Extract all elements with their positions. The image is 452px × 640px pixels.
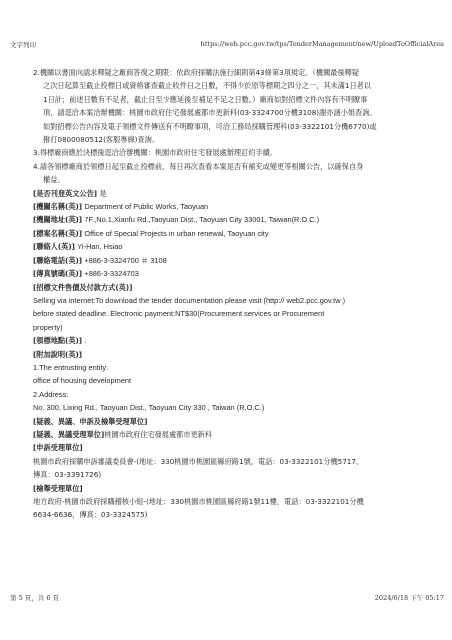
fax-row (33, 267, 425, 280)
objection-units-label: [疑義、異議、申訴及檢舉受理單位] (33, 416, 148, 426)
additional-notes-label: [附加說明(英)] (33, 349, 83, 359)
case-name-label: [標案名稱(英)] (33, 228, 83, 238)
report-unit-label: [檢舉受理單位] (33, 483, 83, 493)
tender-doc-price-line1: Selling via internet:To download the tender documentation please visit (http:// web2.pcc.gov.tw ) (33, 295, 346, 305)
print-footer (8, 593, 444, 605)
contact-value: Yi-Han, Hsiao (77, 242, 123, 252)
fax-value: +886-3-3324703 (84, 269, 139, 279)
additional-notes-line1: 1.The entrusting entity: (33, 362, 109, 372)
contact-label: [聯絡人(英)] (33, 242, 75, 252)
item2-line4: 項，請逕洽本案洽辦機關：桃園市政府住宅發展處都市更新科(03-3324700分機3108)謝亦涵小姐查詢。 (43, 108, 377, 118)
tender-doc-price-line3: property) (33, 322, 63, 332)
agency-address-label: [機關地址(英)] (33, 215, 83, 225)
print-title: 文字列印 (10, 41, 36, 49)
objection-unit-row (33, 428, 425, 441)
agency-name-value: Department of Public Works, Taoyuan (84, 202, 209, 212)
item2-line2: 之次日起算至截止投標日或資格審查截止收件日之日數，不得少於原等標期之四分之一，其未滿1日者以 (43, 81, 372, 91)
item4-line1: 4.請各領標廠商於領標日起至截止投標前，每日再次查看本案是否有補充或變更等相關公告，以確保自身 (33, 161, 364, 171)
contact-row (33, 240, 425, 253)
agency-address-value: 7F.,No.1,Xianfu Rd.,Taoyuan Dist., Taoyuan City 33001, Taiwan(R.O.C.) (84, 215, 320, 225)
complaint-unit-line2: 傳真：03-3391726) (33, 470, 102, 480)
phone-row (33, 254, 425, 267)
additional-notes-line2: office of housing development (33, 376, 132, 386)
item4-line2: 權益。 (43, 175, 65, 185)
additional-notes-line3: 2.Address: (33, 389, 69, 399)
print-timestamp: 2024/6/18 下午 05:17 (374, 594, 444, 602)
case-name-row (33, 227, 425, 240)
report-unit-line1: 地方政府-桃園市政府採購稽核小組-(地址：330桃園市桃園區縣府路1號11樓，電話：03-3322101分機 (33, 497, 364, 506)
item2-line6: 撥打0800080512(客服專線)查詢。 (43, 135, 160, 145)
page-number: 第 5 頁，共 6 頁 (10, 594, 60, 602)
pickup-location-row (33, 334, 425, 347)
tender-doc-price-line2: before stated deadline. Electronic payment:NT$30(Procurement services or Procurement (33, 309, 325, 319)
english-notice-label: [是否刊登英文公告] (33, 188, 98, 198)
complaint-unit-line1: 桃園市政府採購申訴審議委員會-(地址：330桃園市桃園區縣府路1號，電話：03-3322101分機5717、 (33, 456, 364, 466)
tender-doc-price-label: [招標文件售價及付款方式(英)] (33, 282, 133, 292)
print-header (8, 40, 444, 52)
pickup-location-label: [領標地點(英)] (33, 336, 83, 346)
agency-address-row (33, 213, 425, 226)
report-unit-line2: 6634-6636，傳真：03-3324575) (33, 510, 148, 520)
fax-label: [傳真號碼(英)] (33, 269, 83, 279)
agency-name-label: [機關名稱(英)] (33, 202, 83, 212)
item2-line5: 如對招標公告內容及電子領標文件傳送有不明瞭事項，可洽工務局採購管理科(03-3322101分機6770)或 (43, 121, 377, 131)
objection-unit-label: [疑義、異議受理單位] (33, 429, 105, 439)
complaint-unit-label: [申訴受理單位] (33, 443, 83, 453)
item2-line1: 2.機關以書面向請求釋疑之廠商答復之期限：依政府採購法施行細則第43條第3項規定。（機關最後釋疑 (33, 68, 360, 77)
page-url: https://web.pcc.gov.tw/tps/TenderManagement/new/UploadToOfficialArea (200, 40, 444, 48)
item3-line: 3.得標廠商應於決標後逕洽洽辦機關：桃園市政府住宅發展處辦理訂約手續。 (33, 148, 278, 158)
phone-label: [聯絡電話(英)] (33, 255, 83, 265)
objection-unit-value: 桃園市政府住宅發展處都市更新科 (104, 429, 213, 439)
pickup-location-value: . (84, 336, 87, 346)
english-notice-row (33, 187, 425, 200)
document-body (33, 66, 425, 522)
case-name-value: Office of Special Projects in urban renewal, Taoyuan city (84, 228, 269, 238)
agency-name-row (33, 200, 425, 213)
item2-line3: 1日計；前述日數有不足者，截止日至少應延後至補足不足之日數。）廠商如對招標文件內容有不明瞭事 (43, 94, 368, 104)
phone-value: +886-3-3324700 ＃ 3108 (84, 255, 167, 265)
english-notice-value: 是 (99, 188, 107, 198)
additional-notes-line4: No. 300, Lixing Rd., Taoyuan Dist., Taoyuan City 330 , Taiwan (R.O.C.) (33, 403, 265, 413)
